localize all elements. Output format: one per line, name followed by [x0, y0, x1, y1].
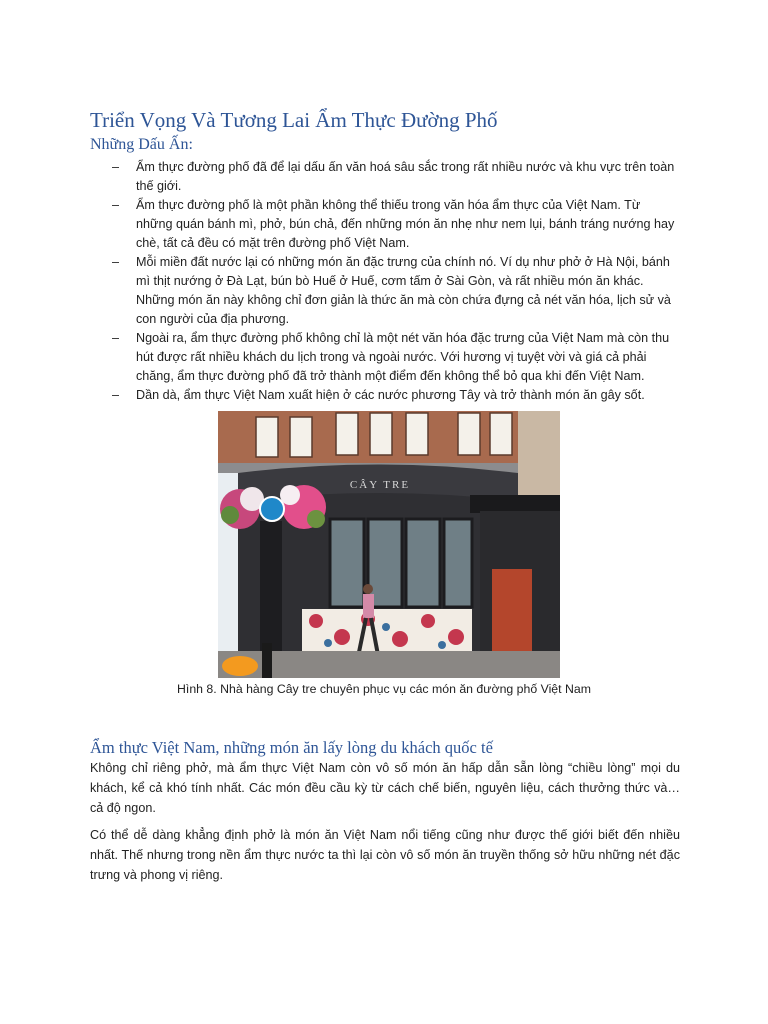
photo-sign-text: CÂY TRE [349, 479, 411, 491]
bullet-dash: – [112, 331, 120, 345]
list-item [108, 196, 680, 253]
bullet-dash: – [112, 198, 120, 212]
paragraph: Không chỉ riêng phở, mà ẩm thực Việt Nam còn vô số món ăn hấp dẫn sẵn lòng “chiều lòng” mọi du khách, kể cả khó tính nhất. Các món đều cầu kỳ từ cách chế biến, nguyên liệu, cách thưởng thức và… cả độ ngon. [90, 761, 680, 815]
bullet-dash: – [112, 388, 120, 402]
list-item [108, 386, 680, 405]
figure-caption: Hình 8. Nhà hàng Cây tre chuyên phục vụ các món ăn đường phố Việt Nam [177, 682, 591, 696]
paragraph: Có thể dễ dàng khẳng định phở là món ăn Việt Nam nổi tiếng cũng như được thế giới biết đến nhiều nhất. Thế nhưng trong nền ẩm thực nước ta thì lại còn vô số món ăn truyền thống sở hữu những nét đặc trưng và phong vị riêng. [90, 828, 680, 882]
section-subtitle: Những Dấu Ấn: [90, 136, 193, 153]
bullet-text: Dần dà, ẩm thực Việt Nam xuất hiện ở các nước phương Tây và trở thành món ăn gây sốt. [136, 388, 645, 402]
photo-blue-sign [260, 497, 284, 521]
restaurant-photo [218, 411, 560, 678]
photo-shop-windows [330, 519, 472, 607]
bullet-text: Ẩm thực đường phố là một phần không thể thiếu trong văn hóa ẩm thực của Việt Nam. Từ những quán bánh mì, phở, bún chả, đến những món ăn nhẹ như nem lụi, bánh tráng nướng hay chè, tất cả đều có mặt trên đường phố Việt Nam. [136, 198, 675, 250]
bullet-dash: – [112, 255, 120, 269]
photo-upper-windows [256, 413, 512, 457]
bullet-list [108, 158, 680, 405]
bullet-text: Ngoài ra, ẩm thực đường phố không chỉ là một nét văn hóa đặc trưng của Việt Nam mà còn thu hút được rất nhiều khách du lịch trong và ngoài nước. Với hương vị tuyệt vời và giá cả phải chăng, ẩm thực đường phố đã trở thành một điểm đến không thể bỏ qua khi đến Việt Nam. [136, 331, 670, 383]
photo-red-door [492, 569, 532, 651]
photo-orange-bag [222, 656, 258, 676]
list-item [108, 329, 680, 386]
bullet-text: Mỗi miền đất nước lại có những món ăn đặc trưng của chính nó. Ví dụ như phở ở Hà Nội, bánh mì thịt nướng ở Đà Lạt, bún bò Huế ở Huế, cơm tấm ở Sài Gòn, và rất nhiều món ăn khác. Những món ăn này không chỉ đơn giản là thức ăn mà còn chứa đựng cả nét văn hóa, lịch sử và con người của địa phương. [136, 255, 671, 326]
bullet-dash: – [112, 160, 120, 174]
page-title: Triển Vọng Và Tương Lai Ẩm Thực Đường Phố [90, 108, 498, 132]
section-heading: Ẩm thực Việt Nam, những món ăn lấy lòng du khách quốc tế [90, 738, 493, 757]
list-item [108, 158, 680, 196]
photo-canopy [470, 495, 560, 513]
photo-bollard [262, 643, 272, 678]
bullet-text: Ẩm thực đường phố đã để lại dấu ấn văn hoá sâu sắc trong rất nhiều nước và khu vực trên toàn thế giới. [136, 160, 675, 193]
list-item [108, 253, 680, 329]
